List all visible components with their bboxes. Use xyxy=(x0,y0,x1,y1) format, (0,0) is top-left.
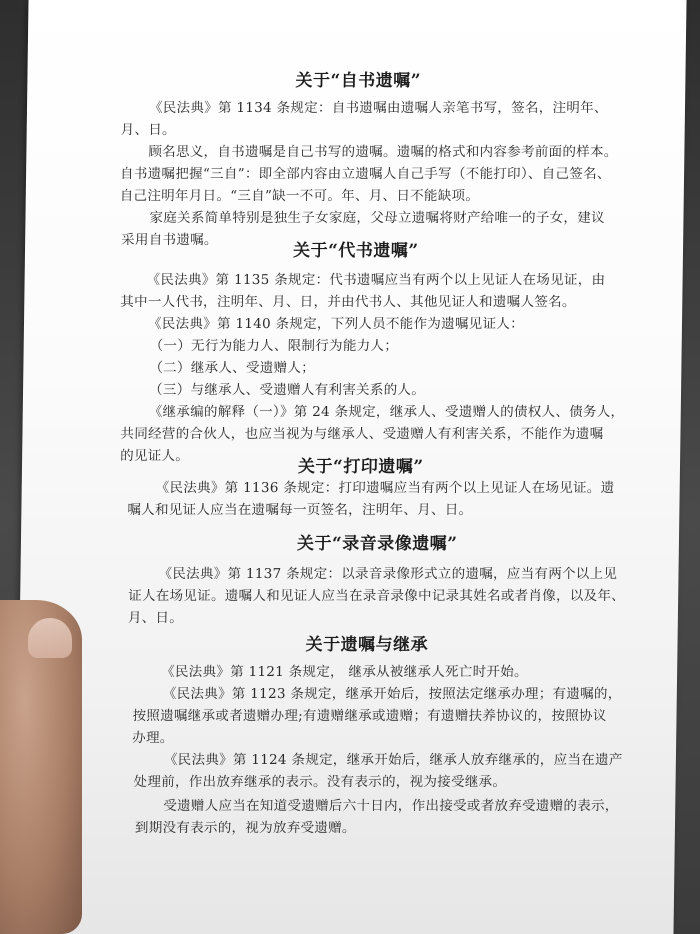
text-line: 月、日。 xyxy=(127,610,184,626)
text-line: 办理。 xyxy=(132,730,174,746)
text-line: 《民法典》第 1136 条规定：打印遗嘱应当有两个以上见证人在场见证。遗 xyxy=(155,480,615,496)
text-line: （三）与继承人、受遗赠人有利害关系的人。 xyxy=(148,382,426,398)
text-line: 其中一人代书，注明年、月、日，并由代书人、其他见证人和遗嘱人签名。 xyxy=(120,294,576,310)
text-line: 自己注明年月日。“三自”缺一不可。年、月、日不能缺项。 xyxy=(119,188,480,204)
document-body xyxy=(15,0,686,934)
text-line: 处理前，作出放弃继承的表示。没有表示的，视为接受继承。 xyxy=(133,774,507,790)
text-line: 按照遗嘱继承或者遗赠办理;有遗赠继承或遗赠；有遗赠扶养协议的，按照协议 xyxy=(132,708,607,724)
text-line: （一）无行为能力人、限制行为能力人； xyxy=(149,338,399,354)
section-title-self-written-will: 关于“自书遗嘱” xyxy=(295,71,422,91)
text-line: 《民法典》第 1121 条规定， 继承从被继承人死亡时开始。 xyxy=(161,664,528,680)
text-line: 《民法典》第 1124 条规定，继承开始后，继承人放弃继承的，应当在遗产 xyxy=(163,752,623,768)
text-line: 《民法典》第 1137 条规定：以录音录像形式立的遗嘱，应当有两个以上见 xyxy=(158,566,618,582)
text-line: 嘱人和见证人应当在遗嘱每一页签名，注明年、月、日。 xyxy=(127,502,473,518)
text-line: 家庭关系简单特别是独生子女家庭，父母立遗嘱将财产给唯一的子女，建议 xyxy=(149,210,605,226)
text-line: 《继承编的解释（一）》第 24 条规定，继承人、受遗赠人的债权人、债务人， xyxy=(148,404,625,420)
section-title-printed-will: 关于“打印遗嘱” xyxy=(297,457,424,477)
section-title-proxy-written-will: 关于“代书遗嘱” xyxy=(292,241,419,261)
section-title-will-and-inheritance: 关于遗嘱与继承 xyxy=(305,635,429,655)
paper-sheet xyxy=(15,0,686,934)
text-line: 顾名思义，自书遗嘱是自己书写的遗嘱。遗嘱的格式和内容参考前面的样本。 xyxy=(148,144,618,160)
text-line: 采用自书遗嘱。 xyxy=(121,232,218,248)
text-line: 的见证人。 xyxy=(120,448,190,464)
text-line: 自书遗嘱把握“三自”：即全部内容由立遗嘱人自己手写（不能打印）、自己签名、 xyxy=(119,166,611,182)
text-line: 《民法典》第 1134 条规定：自书遗嘱由遗嘱人亲笔书写，签名，注明年、 xyxy=(148,100,608,116)
text-line: 受遗赠人应当在知道受遗赠后六十日内，作出接受或者放弃受遗赠的表示， xyxy=(163,798,619,814)
text-line: 共同经营的合伙人，也应当视为与继承人、受遗赠人有利害关系，不能作为遗嘱 xyxy=(120,426,604,442)
text-line: 《民法典》第 1140 条规定，下列人员不能作为遗嘱见证人： xyxy=(147,316,525,332)
text-line: 《民法典》第 1135 条规定：代书遗嘱应当有两个以上见证人在场见证，由 xyxy=(146,272,606,288)
text-line: 《民法典》第 1123 条规定，继承开始后，按照法定继承办理；有遗嘱的， xyxy=(162,686,622,702)
text-line: 月、日。 xyxy=(120,122,177,138)
text-line: 证人在场见证。遗嘱人和见证人应当在录音录像中记录其姓名或者肖像，以及年、 xyxy=(128,588,626,604)
text-line: （二）继承人、受遗赠人； xyxy=(149,360,316,376)
thumbnail xyxy=(28,618,72,658)
section-title-audio-video-will: 关于“录音录像遗嘱” xyxy=(296,534,458,554)
text-line: 到期没有表示的，视为放弃受遗赠。 xyxy=(134,820,356,836)
